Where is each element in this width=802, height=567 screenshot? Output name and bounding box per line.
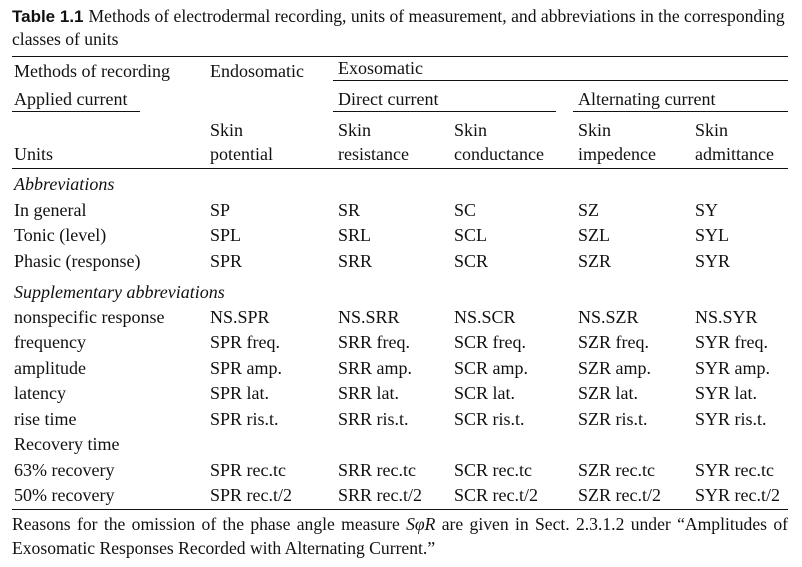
caption-text: Methods of electrodermal recording, units of measurement, and abbreviations in the corresponding classes of units	[12, 6, 785, 49]
cell: SZL	[578, 225, 611, 245]
cell: SPR	[210, 251, 243, 271]
cell: SRR freq.	[338, 332, 410, 352]
cell: SZR freq.	[578, 332, 649, 352]
cell: SZR	[578, 251, 612, 271]
row-label: Phasic (response)	[14, 251, 141, 271]
units-label: Units	[14, 144, 54, 164]
cell: SZR ris.t.	[578, 409, 648, 429]
cell: SZ	[578, 200, 600, 220]
cell: SYL	[695, 225, 730, 245]
footnote-text-end: are given in Sect. 2.3.1.2 under “Amplitudes of Exosomatic Responses Recorded with Alternating Current.”	[12, 514, 788, 558]
cell: SRR rec.tc	[338, 460, 416, 480]
cell: SZR amp.	[578, 358, 652, 378]
cell: SR	[338, 200, 361, 220]
cell: SYR freq.	[695, 332, 768, 352]
direct-current-rule	[333, 111, 556, 112]
cell: SC	[454, 200, 477, 220]
cell: SCL	[454, 225, 488, 245]
table-footnote	[12, 512, 788, 560]
unit-line1: Skin	[454, 120, 488, 140]
cell: SRR lat.	[338, 383, 400, 403]
endosomatic-header: Endosomatic	[210, 61, 304, 81]
table-label: Table 1.1	[12, 7, 84, 26]
cell: SZR rec.tc	[578, 460, 655, 480]
row-label: amplitude	[14, 358, 86, 378]
cell: SCR rec.t/2	[454, 485, 538, 505]
direct-current-header: Direct current	[338, 89, 439, 109]
exosomatic-header: Exosomatic	[338, 58, 423, 78]
applied-current-label: Applied current	[14, 89, 128, 109]
cell: SPL	[210, 225, 242, 245]
cell: SCR rec.tc	[454, 460, 532, 480]
section-abbreviations: Abbreviations	[14, 174, 115, 194]
unit-line2: admittance	[695, 144, 774, 164]
cell: SYR rec.tc	[695, 460, 774, 480]
cell: SYR lat.	[695, 383, 758, 403]
row-label: Tonic (level)	[14, 225, 107, 245]
methods-label: Methods of recording	[14, 61, 170, 81]
cell: SYR	[695, 251, 731, 271]
cell: NS.SCR	[454, 307, 516, 327]
exosomatic-rule	[333, 80, 788, 81]
cell: SCR	[454, 251, 489, 271]
unit-line1: Skin	[338, 120, 372, 140]
cell: SPR rec.tc	[210, 460, 286, 480]
cell: SRR amp.	[338, 358, 413, 378]
cell: SYR amp.	[695, 358, 771, 378]
unit-line2: resistance	[338, 144, 409, 164]
cell: SZR rec.t/2	[578, 485, 661, 505]
alternating-current-header: Alternating current	[578, 89, 716, 109]
row-label: In general	[14, 200, 87, 220]
cell: NS.SZR	[578, 307, 639, 327]
cell: SPR freq.	[210, 332, 281, 352]
cell: NS.SRR	[338, 307, 400, 327]
cell: SRR	[338, 251, 373, 271]
cell: SCR amp.	[454, 358, 529, 378]
cell: SP	[210, 200, 231, 220]
row-label: rise time	[14, 409, 77, 429]
phase-angle-symbol: SφR	[406, 514, 436, 534]
footnote-text: Reasons for the omission of the phase angle measure	[12, 514, 407, 534]
cell: SRL	[338, 225, 372, 245]
cell: SCR lat.	[454, 383, 516, 403]
section-supplementary: Supplementary abbreviations	[14, 282, 225, 302]
applied-current-rule	[12, 111, 140, 112]
cell: NS.SYR	[695, 307, 758, 327]
table-caption	[12, 5, 790, 50]
cell: SCR freq.	[454, 332, 526, 352]
row-label: latency	[14, 383, 66, 403]
cell: SPR lat.	[210, 383, 270, 403]
cell: SPR ris.t.	[210, 409, 279, 429]
cell: SZR lat.	[578, 383, 639, 403]
row-label: 50% recovery	[14, 485, 115, 505]
cell: SYR rec.t/2	[695, 485, 780, 505]
cell: SY	[695, 200, 719, 220]
unit-line2: conductance	[454, 144, 544, 164]
unit-line1: Skin	[695, 120, 729, 140]
cell: SRR rec.t/2	[338, 485, 422, 505]
bottom-rule	[12, 509, 788, 510]
row-label: 63% recovery	[14, 460, 115, 480]
unit-line1: Skin	[210, 120, 244, 140]
cell: SCR ris.t.	[454, 409, 525, 429]
unit-line2: potential	[210, 144, 273, 164]
cell: NS.SPR	[210, 307, 270, 327]
cell: SRR ris.t.	[338, 409, 409, 429]
cell: SYR ris.t.	[695, 409, 767, 429]
cell: SPR amp.	[210, 358, 283, 378]
row-label: frequency	[14, 332, 86, 352]
recovery-time-label: Recovery time	[14, 434, 120, 454]
row-label: nonspecific response	[14, 307, 165, 327]
alternating-current-rule	[573, 111, 788, 112]
cell: SPR rec.t/2	[210, 485, 293, 505]
unit-line2: impedence	[578, 144, 656, 164]
unit-line1: Skin	[578, 120, 612, 140]
header-bottom-rule	[12, 168, 788, 169]
